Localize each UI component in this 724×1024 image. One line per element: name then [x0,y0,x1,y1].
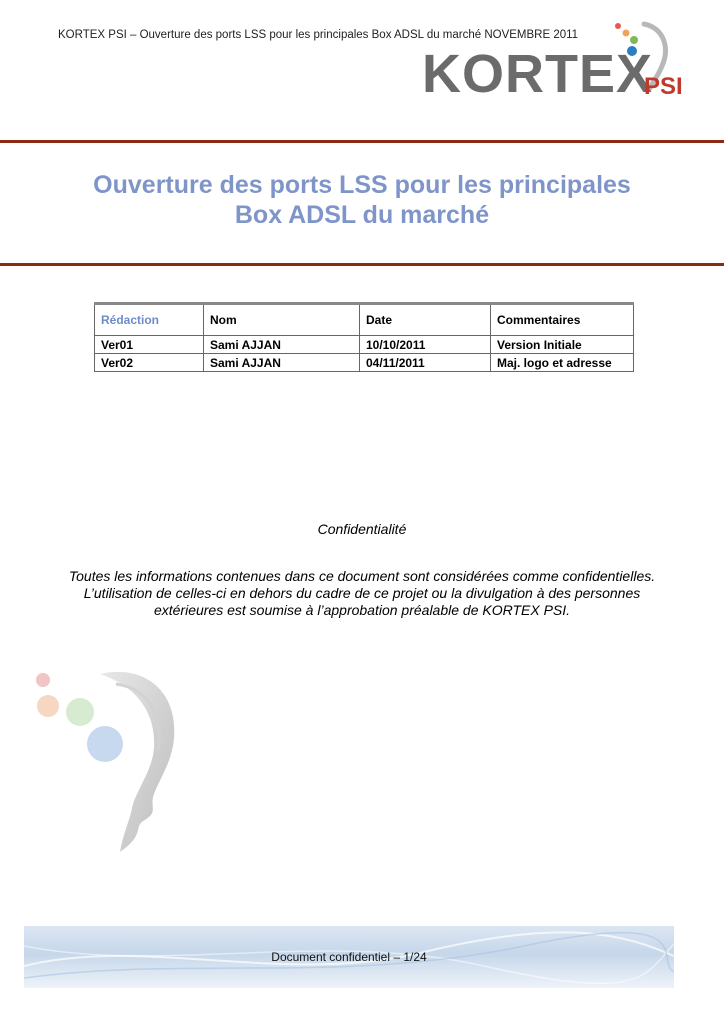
table-cell: Maj. logo et adresse [491,354,634,372]
table-row [95,354,634,372]
header-cell-date: Date [360,304,491,336]
header-cell-nom: Nom [204,304,360,336]
footer-band [24,926,674,988]
confidentiality-line-2: L’utilisation de celles-ci en dehors du cadre de ce projet ou la divulgation à des personnes [83,585,641,601]
bottom-divider [0,263,724,266]
confidentiality-heading: Confidentialité [317,521,407,537]
confidentiality-text [0,568,724,619]
table-cell: 10/10/2011 [360,336,491,354]
confidentiality-line-3: extérieures est soumise à l’approbation préalable de KORTEX PSI. [153,602,571,618]
running-header: KORTEX PSI – Ouverture des ports LSS pour les principales Box ADSL du marché NOVEMBRE 2011 [58,29,579,41]
table-cell: Version Initiale [491,336,634,354]
table-cell: Ver01 [95,336,204,354]
title-line-2: Box ADSL du marché [234,201,490,229]
confidentiality-line-1: Toutes les informations contenues dans ce document sont considérées comme confidentielles. [68,568,656,584]
title-line-1: Ouverture des ports LSS pour les principales [93,171,631,199]
decorative-head-graphic [28,660,198,860]
top-divider [0,140,724,143]
document-title [0,170,724,230]
header-cell-commentaires: Commentaires [491,304,634,336]
logo-psi: PSI [644,73,683,100]
table-cell: 04/11/2011 [360,354,491,372]
kortex-psi-logo [418,18,690,100]
table-cell: Ver02 [95,354,204,372]
table-row [95,336,634,354]
table-cell: Sami AJJAN [204,354,360,372]
logo-wordmark: KORTEX [422,44,654,100]
table-cell: Sami AJJAN [204,336,360,354]
revision-table [94,302,634,372]
table-header-row [95,304,634,336]
footer-page-label: Document confidentiel – 1/24 [271,950,427,964]
header-cell-redaction: Rédaction [95,304,204,336]
